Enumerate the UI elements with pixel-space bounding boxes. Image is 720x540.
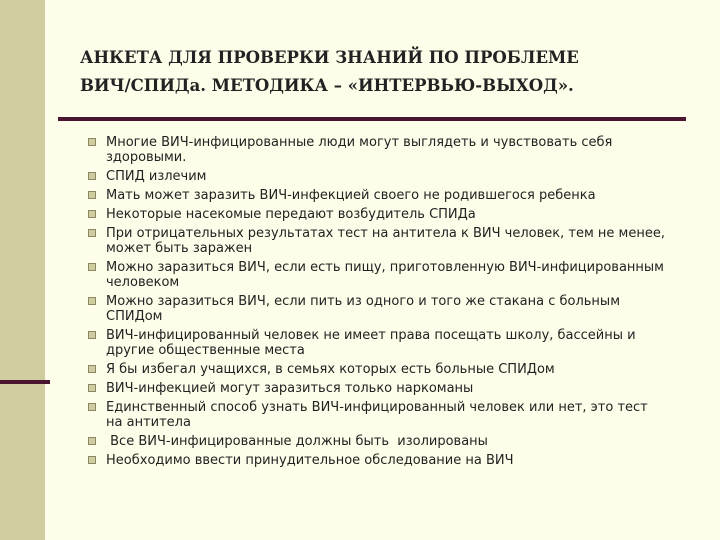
list-item [88, 434, 668, 449]
square-bullet-icon [88, 456, 96, 464]
list-item [88, 260, 668, 290]
list-item-text: Я бы избегал учащихся, в семьях которых есть больные СПИДом [106, 362, 555, 377]
list-item-text: СПИД излечим [106, 169, 207, 184]
list-item-text: Мать может заразить ВИЧ-инфекцией своего не родившегося ребенка [106, 188, 596, 203]
list-item-text: ВИЧ-инфекцией могут заразиться только наркоманы [106, 381, 474, 396]
square-bullet-icon [88, 365, 96, 373]
left-accent-band [0, 0, 45, 540]
list-item [88, 400, 668, 430]
square-bullet-icon [88, 138, 96, 146]
list-item [88, 362, 668, 377]
list-item-text: Можно заразиться ВИЧ, если пить из одного и того же стакана с больным СПИДом [106, 294, 620, 324]
list-item-text: Можно заразиться ВИЧ, если есть пищу, приготовленную ВИЧ-инфицированным человеком [106, 260, 664, 290]
square-bullet-icon [88, 210, 96, 218]
title-line-1: АНКЕТА ДЛЯ ПРОВЕРКИ ЗНАНИЙ ПО ПРОБЛЕМЕ [80, 48, 579, 67]
list-item [88, 453, 668, 468]
list-item [88, 294, 668, 324]
title-divider [58, 117, 686, 121]
list-item-text: Все ВИЧ-инфицированные должны быть изолированы [106, 434, 488, 449]
square-bullet-icon [88, 229, 96, 237]
slide-title [80, 44, 680, 100]
square-bullet-icon [88, 297, 96, 305]
square-bullet-icon [88, 191, 96, 199]
square-bullet-icon [88, 331, 96, 339]
list-item-text: Многие ВИЧ-инфицированные люди могут выглядеть и чувствовать себя здоровыми. [106, 135, 613, 165]
list-item-text: Некоторые насекомые передают возбудитель СПИДа [106, 207, 476, 222]
square-bullet-icon [88, 263, 96, 271]
list-item-text: При отрицательных результатах тест на антитела к ВИЧ человек, тем не менее, может быть заражен [106, 226, 665, 256]
square-bullet-icon [88, 172, 96, 180]
list-item [88, 188, 668, 203]
list-item-text: Единственный способ узнать ВИЧ-инфицированный человек или нет, это тест на антитела [106, 400, 648, 430]
square-bullet-icon [88, 437, 96, 445]
list-item-text: ВИЧ-инфицированный человек не имеет права посещать школу, бассейны и другие общественные места [106, 328, 636, 358]
list-item-text: Необходимо ввести принудительное обследование на ВИЧ [106, 453, 514, 468]
list-item [88, 328, 668, 358]
list-item [88, 135, 668, 165]
list-item [88, 169, 668, 184]
list-item [88, 207, 668, 222]
list-item [88, 381, 668, 396]
left-divider [0, 380, 50, 384]
question-list [88, 135, 668, 472]
title-line-2: ВИЧ/СПИДа. МЕТОДИКА – «ИНТЕРВЬЮ-ВЫХОД». [80, 76, 574, 95]
square-bullet-icon [88, 403, 96, 411]
list-item [88, 226, 668, 256]
square-bullet-icon [88, 384, 96, 392]
